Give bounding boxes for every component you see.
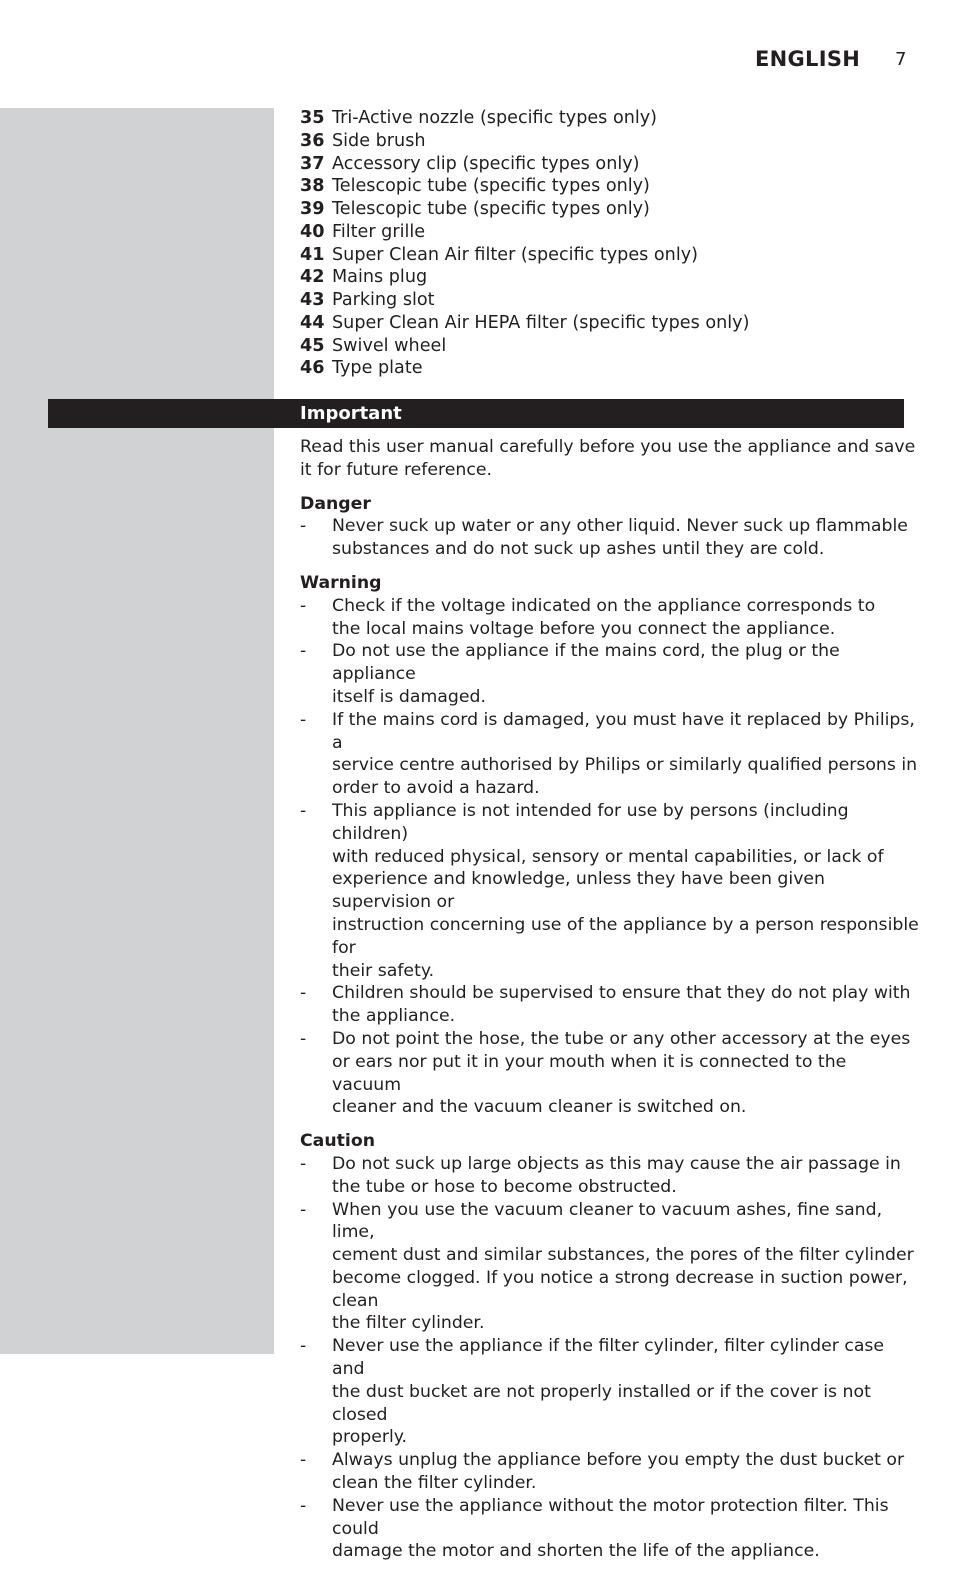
list-item: - Do not suck up large objects as this may cause the air passage in the tube or hose to become obstructed.	[300, 1153, 901, 1197]
caution-list	[300, 1153, 920, 1563]
part-number: 35	[300, 108, 325, 128]
text-line: the filter cylinder.	[332, 1313, 485, 1334]
intro-paragraph	[300, 436, 920, 482]
text-line: Children should be supervised to ensure that they do not play with	[332, 983, 911, 1004]
text-line: the dust bucket are not properly installed or if the cover is not closed	[332, 1381, 871, 1425]
language-header: ENGLISH	[755, 47, 861, 71]
list-item	[300, 198, 910, 221]
important-section-bar	[48, 399, 904, 428]
text-line: Never suck up water or any other liquid. Never suck up flammable	[332, 516, 908, 537]
text-line: the tube or hose to become obstructed.	[332, 1176, 677, 1197]
part-number: 44	[300, 312, 325, 333]
part-number: 46	[300, 358, 325, 379]
part-label: Telescopic tube (specific types only)	[332, 199, 650, 219]
text-line: properly.	[332, 1427, 408, 1448]
list-item	[300, 312, 910, 335]
list-item: - Never use the appliance if the filter cylinder, filter cylinder case and the dust bucket are not properly installed or if the cover is not closed properly.	[300, 1336, 885, 1448]
warning-heading: Warning	[300, 572, 382, 593]
part-label: Parking slot	[332, 290, 435, 310]
part-label: Telescopic tube (specific types only)	[332, 176, 650, 197]
text-line: with reduced physical, sensory or mental capabilities, or lack of	[332, 846, 884, 867]
text-line: the appliance.	[332, 1006, 456, 1027]
text-line: cement dust and similar substances, the pores of the filter cylinder	[332, 1245, 914, 1266]
part-label: Swivel wheel	[332, 335, 447, 356]
list-item	[300, 244, 910, 267]
text-line: become clogged. If you notice a strong decrease in suction power, clean	[332, 1267, 908, 1311]
list-item	[300, 335, 910, 358]
text-line: If the mains cord is damaged, you must have it replaced by Philips, a	[332, 709, 915, 753]
part-number: 42	[300, 267, 325, 288]
page-number: 7	[895, 49, 907, 70]
part-number: 36	[300, 130, 325, 151]
text-line: clean the filter cylinder.	[332, 1473, 537, 1494]
text-line: the local mains voltage before you connect the appliance.	[332, 618, 836, 639]
part-number: 43	[300, 290, 325, 310]
part-label: Tri-Active nozzle (specific types only)	[332, 108, 658, 128]
danger-list	[300, 515, 920, 561]
text-line: Check if the voltage indicated on the appliance corresponds to	[332, 595, 876, 616]
important-content	[300, 436, 920, 1574]
part-label: Side brush	[332, 130, 426, 151]
list-item: - Do not use the appliance if the mains cord, the plug or the appliance itself is damaged.	[300, 641, 840, 707]
text-line: service centre authorised by Philips or similarly qualified persons in	[332, 755, 918, 776]
text-line: Do not point the hose, the tube or any other accessory at the eyes	[332, 1028, 911, 1049]
list-item: - Children should be supervised to ensure that they do not play with the appliance.	[300, 983, 911, 1027]
text-line: Read this user manual carefully before you use the appliance and save	[300, 437, 916, 457]
list-item: - When you use the vacuum cleaner to vacuum ashes, fine sand, lime, cement dust and similar substances, the pores of the filter cylinder become clogged. If you notice a strong decrease in suction power, clean the filter cylinder.	[300, 1199, 914, 1334]
danger-heading: Danger	[300, 493, 371, 514]
part-number: 41	[300, 244, 325, 265]
part-label: Super Clean Air filter (specific types only)	[332, 244, 698, 265]
list-item: - Do not point the hose, the tube or any other accessory at the eyes or ears nor put it in your mouth when it is connected to the vacuum cleaner and the vacuum cleaner is switched on.	[300, 1028, 911, 1118]
text-line: Always unplug the appliance before you empty the dust bucket or	[332, 1450, 905, 1471]
text-line: Never use the appliance if the filter cylinder, filter cylinder case and	[332, 1336, 885, 1380]
warning-list	[300, 595, 920, 1119]
text-line: or ears nor put it in your mouth when it is connected to the vacuum	[332, 1051, 847, 1095]
list-item: - This appliance is not intended for use by persons (including children) with reduced physical, sensory or mental capabilities, or lack of experience and knowledge, unless they have been given supervision or instruction concerning use of the appliance by a person responsible for their safety.	[300, 800, 919, 981]
part-label: Filter grille	[332, 221, 426, 242]
list-item	[300, 221, 910, 244]
text-line: This appliance is not intended for use by persons (including children)	[332, 800, 849, 844]
list-item	[300, 153, 910, 176]
section-title: Important	[300, 403, 402, 424]
text-line: itself is damaged.	[332, 686, 486, 707]
text-line: substances and do not suck up ashes until they are cold.	[332, 539, 825, 560]
part-label: Mains plug	[332, 267, 428, 288]
text-line: it for future reference.	[300, 459, 492, 480]
text-line: damage the motor and shorten the life of the appliance.	[332, 1541, 820, 1562]
text-line: their safety.	[332, 960, 435, 981]
list-item	[300, 289, 910, 312]
part-number: 45	[300, 335, 325, 356]
part-label: Type plate	[332, 358, 423, 379]
text-line: order to avoid a hazard.	[332, 778, 540, 799]
part-label: Accessory clip (specific types only)	[332, 153, 640, 174]
list-item: - Check if the voltage indicated on the appliance corresponds to the local mains voltage before you connect the appliance.	[300, 595, 876, 639]
text-line: instruction concerning use of the appliance by a person responsible for	[332, 914, 919, 958]
text-line: Do not suck up large objects as this may cause the air passage in	[332, 1153, 901, 1174]
text-line: Do not use the appliance if the mains cord, the plug or the appliance	[332, 641, 840, 685]
part-label: Super Clean Air HEPA filter (specific types only)	[332, 312, 750, 333]
list-item: - If the mains cord is damaged, you must have it replaced by Philips, a service centre authorised by Philips or similarly qualified persons in order to avoid a hazard.	[300, 709, 918, 799]
list-item: - Never suck up water or any other liquid. Never suck up flammable substances and do not suck up ashes until they are cold.	[300, 516, 908, 560]
list-item	[300, 107, 910, 130]
part-number: 38	[300, 176, 325, 197]
caution-heading: Caution	[300, 1131, 376, 1152]
text-line: When you use the vacuum cleaner to vacuum ashes, fine sand, lime,	[332, 1199, 883, 1243]
text-line: cleaner and the vacuum cleaner is switched on.	[332, 1097, 747, 1118]
part-number: 39	[300, 199, 325, 219]
part-number: 37	[300, 153, 325, 174]
parts-list	[300, 107, 910, 380]
text-line: experience and knowledge, unless they have been given supervision or	[332, 869, 826, 913]
list-item	[300, 266, 910, 289]
list-item: - Always unplug the appliance before you empty the dust bucket or clean the filter cylinder.	[300, 1450, 905, 1494]
list-item	[300, 130, 910, 153]
list-item	[300, 357, 910, 380]
part-number: 40	[300, 221, 325, 242]
page-sidebar	[0, 108, 274, 1354]
text-line: Never use the appliance without the motor protection filter. This could	[332, 1495, 889, 1539]
list-item: - Never use the appliance without the motor protection filter. This could damage the motor and shorten the life of the appliance.	[300, 1495, 889, 1562]
list-item	[300, 175, 910, 198]
